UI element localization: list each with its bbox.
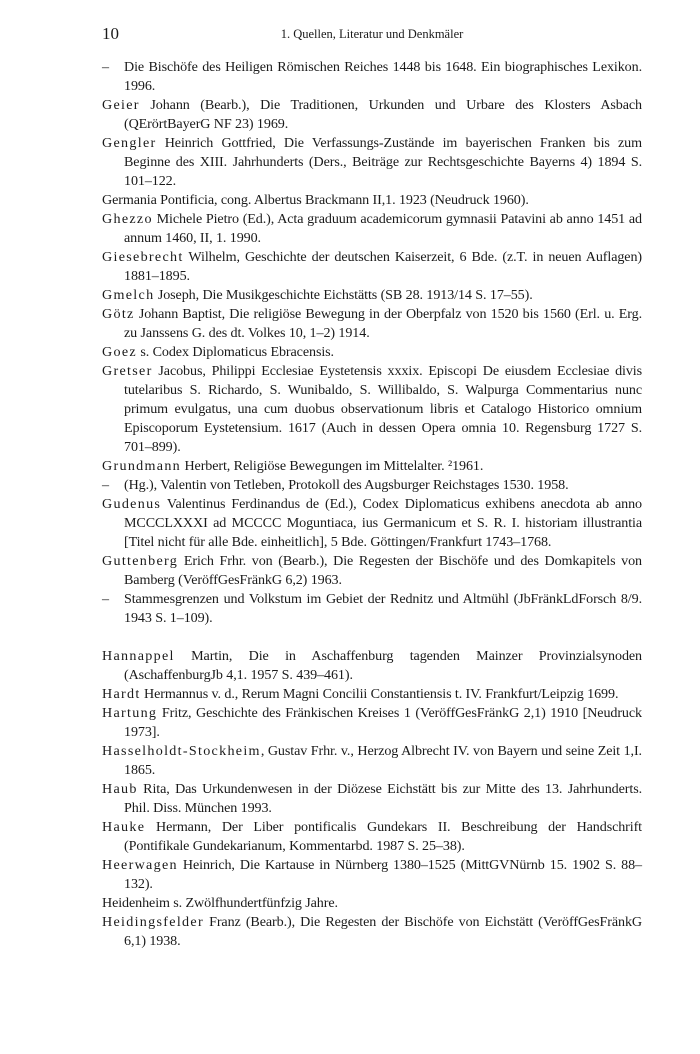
entry-author: Grundmann xyxy=(102,458,182,474)
bibliography-entry xyxy=(102,343,642,362)
ditto-dash: – xyxy=(102,59,109,75)
bibliography-entry xyxy=(102,305,642,343)
entry-text: Fritz, Geschichte des Fränkischen Kreises 1 (VeröffGesFränkG 2,1) 1910 [Neudruck 1973]. xyxy=(124,705,642,740)
bibliography-entry xyxy=(102,552,642,590)
running-head: 1. Quellen, Literatur und Denkmäler xyxy=(280,27,464,41)
bibliography-entry xyxy=(102,96,642,134)
entry-author: Ghezzo xyxy=(102,211,153,227)
entry-text: Wilhelm, Geschichte der deutschen Kaiserzeit, 6 Bde. (z.T. in neuen Auflagen) 1881–1895. xyxy=(124,249,642,284)
bibliography-entry xyxy=(102,210,642,248)
bibliography-entry xyxy=(102,742,642,780)
bibliography-entry xyxy=(102,913,642,951)
entry-text: Erich Frhr. von (Bearb.), Die Regesten der Bischöfe und des Domkapitels von Bamberg (VeröffGesFränkG 6,2) 1963. xyxy=(124,553,642,588)
entry-text: Heinrich Gottfried, Die Verfassungs-Zustände im bayerischen Franken bis zum Beginne des XIII. Jahrhunderts (Ders., Beiträge zur Rechtsgeschichte Bayerns 4) 1894 S. 101–122. xyxy=(124,135,642,189)
entry-text: Heinrich, Die Kartause in Nürnberg 1380–1525 (MittGVNürnb 15. 1902 S. 88–132). xyxy=(124,857,642,892)
bibliography-entry xyxy=(102,894,642,913)
entry-text: (Hg.), Valentin von Tetleben, Protokoll des Augsburger Reichstages 1530. 1958. xyxy=(124,477,569,493)
entry-author: Haub xyxy=(102,781,138,797)
entry-text: Germania Pontificia, cong. Albertus Brackmann II,1. 1923 (Neudruck 1960). xyxy=(102,192,529,208)
entry-author: Gengler xyxy=(102,135,157,151)
entry-author: Heidingsfelder xyxy=(102,914,204,930)
entry-text: Johann (Bearb.), Die Traditionen, Urkunden und Urbare des Klosters Asbach (QErörtBayerG NF 23) 1969. xyxy=(124,97,642,132)
bibliography-entry xyxy=(102,286,642,305)
entry-author: Hardt xyxy=(102,686,141,702)
entry-text: Heidenheim s. Zwölfhundertfünfzig Jahre. xyxy=(102,895,338,911)
ditto-dash: – xyxy=(102,477,109,493)
bibliography-entry xyxy=(102,457,642,476)
entry-author: Goez xyxy=(102,344,137,360)
entry-text: s. Codex Diplomaticus Ebracensis. xyxy=(136,344,334,360)
entry-author: Gmelch xyxy=(102,287,155,303)
entry-text: Hermann, Der Liber pontificalis Gundekars II. Beschreibung der Handschrift (Pontifikale Gundekarianum, Kommentarbd. 1987 S. 25–38). xyxy=(124,819,642,854)
entry-text: Hermannus v. d., Rerum Magni Concilii Constantiensis t. IV. Frankfurt/Leipzig 1699. xyxy=(140,686,619,702)
bibliography-entry xyxy=(102,818,642,856)
entry-text: Johann Baptist, Die religiöse Bewegung in der Oberpfalz von 1520 bis 1560 (Erl. u. Erg. zu Janssens G. des dt. Volkes 10, 1–2) 1914. xyxy=(124,306,642,341)
entry-text: Herbert, Religiöse Bewegungen im Mittelalter. ²1961. xyxy=(181,458,484,474)
bibliography-entry xyxy=(102,780,642,818)
bibliography-entry xyxy=(102,476,642,495)
entry-text: Jacobus, Philippi Ecclesiae Eystetensis xxxix. Episcopi De eiusdem Ecclesiae divis tutelaribus S. Richardo, S. Wunibaldo, S. Willibaldo, S. Walpurga Commentarius nunc primum evulgatus, una cum duobus observationum libris et Catalogo Historico omnium Episcoporum Eystetensium. 1617 (Auch in dessen Opera omnia 10. Regensburg 1727 S. 701–899). xyxy=(124,363,642,455)
bibliography-entry xyxy=(102,58,642,96)
bibliography-entry xyxy=(102,362,642,457)
entry-author: Hasselholdt-Stockheim xyxy=(102,743,261,759)
bibliography-entry xyxy=(102,704,642,742)
page-header xyxy=(102,24,642,44)
entry-author: Gretser xyxy=(102,363,153,379)
entry-author: Guttenberg xyxy=(102,553,179,569)
entry-author: Gudenus xyxy=(102,496,162,512)
entry-author: Geier xyxy=(102,97,140,113)
entry-author: Götz xyxy=(102,306,135,322)
ditto-dash: – xyxy=(102,591,109,607)
entry-text: Stammesgrenzen und Volkstum im Gebiet der Rednitz und Altmühl (JbFränkLdForsch 8/9. 1943 S. 1–109). xyxy=(124,591,642,626)
entry-author: Hauke xyxy=(102,819,146,835)
entry-text: Valentinus Ferdinandus de (Ed.), Codex Diplomaticus exhibens anecdota ab anno MCCCLXXXI ad MCCCC Moguntiaca, ius Germanicum et S. R. I. historiam illustrantia [Titel nicht für alle Bde. einheitlich], 5 Bde. Göttingen/Frankfurt 1743–1768. xyxy=(124,496,642,550)
page-number: 10 xyxy=(102,24,119,43)
bibliography-entry xyxy=(102,495,642,552)
bibliography-entry xyxy=(102,856,642,894)
bibliography-entry xyxy=(102,647,642,685)
bibliography-entry xyxy=(102,134,642,191)
entry-text: Rita, Das Urkundenwesen in der Diözese Eichstätt bis zur Mitte des 13. Jahrhunderts. Phil. Diss. München 1993. xyxy=(124,781,642,816)
entry-author: Giesebrecht xyxy=(102,249,184,265)
entry-text: Michele Pietro (Ed.), Acta graduum academicorum gymnasii Patavini ab anno 1451 ad annum 1460, II, 1. 1990. xyxy=(124,211,642,246)
bibliography-entry xyxy=(102,590,642,628)
entry-author: Hartung xyxy=(102,705,158,721)
entry-text: Franz (Bearb.), Die Regesten der Bischöfe von Eichstätt (VeröffGesFränkG 6,1) 1938. xyxy=(124,914,642,949)
entry-author: Hannappel xyxy=(102,648,175,664)
section-gap xyxy=(102,628,642,647)
entry-text: Martin, Die in Aschaffenburg tagenden Mainzer Provinzialsynoden (AschaffenburgJb 4,1. 1957 S. 439–461). xyxy=(124,648,642,683)
bibliography-list xyxy=(102,58,642,951)
bibliography-entry xyxy=(102,685,642,704)
bibliography-entry xyxy=(102,248,642,286)
entry-author: Heerwagen xyxy=(102,857,178,873)
bibliography-entry xyxy=(102,191,642,210)
entry-text: Joseph, Die Musikgeschichte Eichstätts (SB 28. 1913/14 S. 17–55). xyxy=(154,287,533,303)
entry-text: Die Bischöfe des Heiligen Römischen Reiches 1448 bis 1648. Ein biographisches Lexikon. 1996. xyxy=(124,59,642,94)
entry-text: , Gustav Frhr. v., Herzog Albrecht IV. von Bayern und seine Zeit 1,I. 1865. xyxy=(124,743,642,778)
